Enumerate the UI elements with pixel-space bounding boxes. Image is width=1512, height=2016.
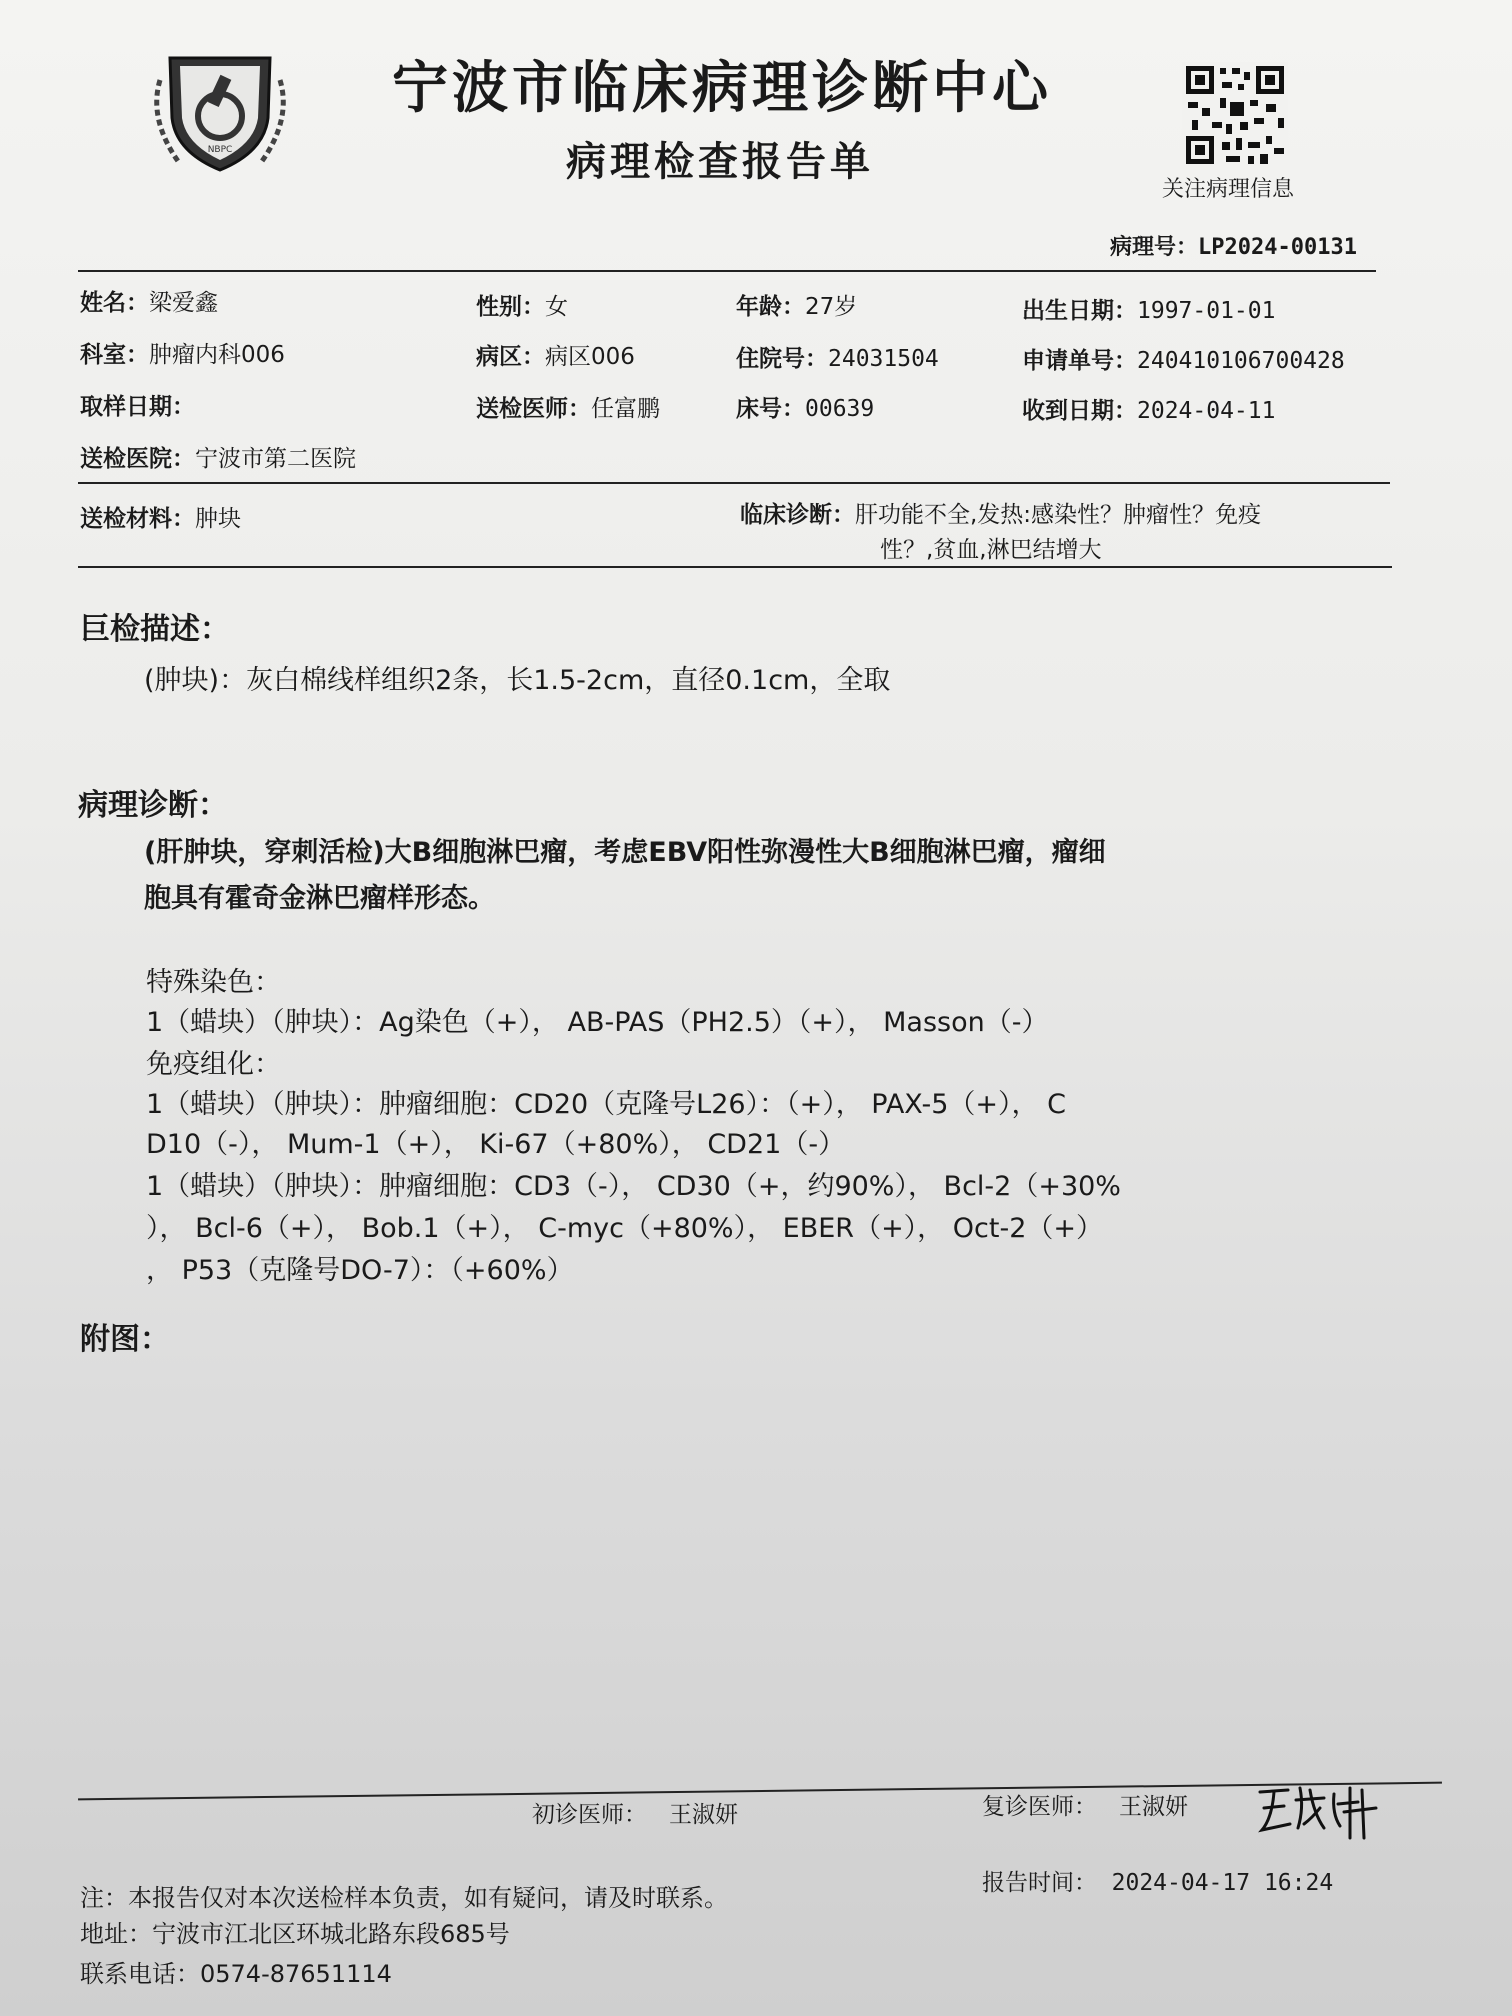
received-date xyxy=(1022,392,1275,425)
patient-request-value: 240410106700428 xyxy=(1137,348,1345,374)
referring-doctor-value: 任富鹏 xyxy=(591,396,660,422)
case-number-label: 病理号： xyxy=(1110,235,1199,260)
diagnosis-line1: (肝肿块，穿刺活检)大B细胞淋巴瘤，考虑EBV阳性弥漫性大B细胞淋巴瘤，瘤细 xyxy=(144,837,1106,868)
specimen-material-value: 肿块 xyxy=(195,506,241,532)
org-name: 宁波市临床病理诊断中心 xyxy=(392,55,1052,121)
patient-dob xyxy=(1022,292,1275,325)
logo-text: NBPC xyxy=(207,145,233,155)
attachment-title: 附图： xyxy=(80,1322,170,1357)
patient-age-label: 年龄： xyxy=(736,294,805,320)
specimen-material-label: 送检材料： xyxy=(80,506,195,532)
received-date-label: 收到日期： xyxy=(1022,398,1137,424)
sample-date-label: 取样日期： xyxy=(80,394,195,420)
clinical-diagnosis-line2: 性？,贫血,淋巴结增大 xyxy=(880,537,1102,563)
bed-number-label: 床号： xyxy=(736,396,805,422)
report-time-value: 2024-04-17 16:24 xyxy=(1111,1870,1334,1896)
special-stain-title: 特殊染色： xyxy=(146,967,281,998)
patient-ward-value: 病区006 xyxy=(545,344,635,370)
patient-request-label: 申请单号： xyxy=(1022,348,1137,374)
initial-doctor-value: 王淑妍 xyxy=(668,1802,738,1828)
qr-caption: 关注病理信息 xyxy=(1162,177,1295,202)
patient-name xyxy=(80,284,218,317)
referring-hospital xyxy=(80,440,356,473)
report-time-label: 报告时间： xyxy=(982,1870,1097,1896)
patient-dept-label: 科室： xyxy=(80,342,149,368)
special-stain-results: 1（蜡块）（肿块）：Ag染色（+）， AB-PAS（PH2.5）（+）， Masson（-） xyxy=(146,1007,1049,1038)
ihc-line5: ， P53（克隆号DO-7）：（+60%） xyxy=(146,1255,574,1286)
review-doctor-value: 王淑妍 xyxy=(1118,1794,1188,1820)
patient-sex xyxy=(476,288,568,321)
clinical-diagnosis-line1: 肝功能不全,发热:感染性？肿瘤性？免疫 xyxy=(855,502,1262,528)
referring-doctor-label: 送检医师： xyxy=(476,396,591,422)
patient-dob-label: 出生日期： xyxy=(1022,298,1137,324)
patient-admission-value: 24031504 xyxy=(828,346,939,372)
referring-hospital-label: 送检医院： xyxy=(80,446,195,472)
review-doctor-label: 复诊医师： xyxy=(982,1794,1097,1820)
ihc-line2: D10（-）， Mum-1（+）， Ki-67（+80%）， CD21（-） xyxy=(146,1129,846,1160)
patient-dept xyxy=(80,336,285,369)
footer-note: 注：本报告仅对本次送检样本负责，如有疑问，请及时联系。 xyxy=(80,1884,728,1912)
case-number-value: LP2024-00131 xyxy=(1198,235,1357,260)
clinical-diagnosis-label: 临床诊断： xyxy=(740,502,855,528)
ihc-title: 免疫组化： xyxy=(146,1049,281,1080)
report-time xyxy=(982,1864,1333,1897)
diagnosis-line2: 胞具有霍奇金淋巴瘤样形态。 xyxy=(144,883,495,914)
patient-sex-label: 性别： xyxy=(476,294,545,320)
center-logo xyxy=(140,40,300,180)
diagnosis-title: 病理诊断： xyxy=(78,788,228,823)
divider-specimen xyxy=(78,566,1392,568)
gross-title: 巨检描述： xyxy=(80,612,230,647)
sample-date xyxy=(80,388,195,421)
review-doctor xyxy=(982,1788,1188,1821)
patient-sex-value: 女 xyxy=(545,294,568,320)
patient-request xyxy=(1022,342,1345,375)
ihc-line1: 1（蜡块）（肿块）：肿瘤细胞：CD20（克隆号L26）：（+）， PAX-5（+）， C xyxy=(146,1089,1066,1120)
referring-doctor xyxy=(476,390,660,423)
bed-number xyxy=(736,390,874,423)
divider-patient xyxy=(78,482,1390,484)
patient-name-value: 梁爱鑫 xyxy=(149,290,218,316)
bed-number-value: 00639 xyxy=(805,396,875,422)
patient-admission xyxy=(736,340,939,373)
divider-top xyxy=(78,270,1376,272)
patient-dept-value: 肿瘤内科006 xyxy=(149,342,285,368)
footer-address: 地址：宁波市江北区环城北路东段685号 xyxy=(80,1920,510,1948)
patient-dob-value: 1997-01-01 xyxy=(1137,298,1276,324)
patient-ward-label: 病区： xyxy=(476,344,545,370)
footer-phone: 联系电话：0574-87651114 xyxy=(80,1960,392,1988)
referring-hospital-value: 宁波市第二医院 xyxy=(195,446,356,472)
ihc-line3: 1（蜡块）（肿块）：肿瘤细胞：CD3（-）， CD30（+，约90%）， Bcl-2（+30% xyxy=(146,1171,1121,1202)
clinical-diagnosis xyxy=(740,496,1380,564)
received-date-value: 2024-04-11 xyxy=(1137,398,1276,424)
patient-name-label: 姓名： xyxy=(80,290,149,316)
report-title: 病理检查报告单 xyxy=(566,138,874,185)
specimen-material xyxy=(80,500,241,533)
doctor-signature xyxy=(1254,1778,1384,1848)
gross-text: (肿块)：灰白棉线样组织2条，长1.5-2cm，直径0.1cm，全取 xyxy=(144,665,891,696)
ihc-line4: ）， Bcl-6（+）， Bob.1（+）， C-myc（+80%）， EBER（+）， Oct-2（+） xyxy=(146,1213,1103,1244)
initial-doctor-label: 初诊医师： xyxy=(532,1802,647,1828)
patient-age-value: 27岁 xyxy=(805,294,858,320)
initial-doctor xyxy=(532,1796,738,1829)
divider-footer xyxy=(78,1782,1442,1801)
patient-age xyxy=(736,288,857,321)
patient-ward xyxy=(476,338,635,371)
qr-code-icon xyxy=(1182,62,1288,168)
patient-admission-label: 住院号： xyxy=(736,346,828,372)
case-number xyxy=(1110,230,1357,261)
